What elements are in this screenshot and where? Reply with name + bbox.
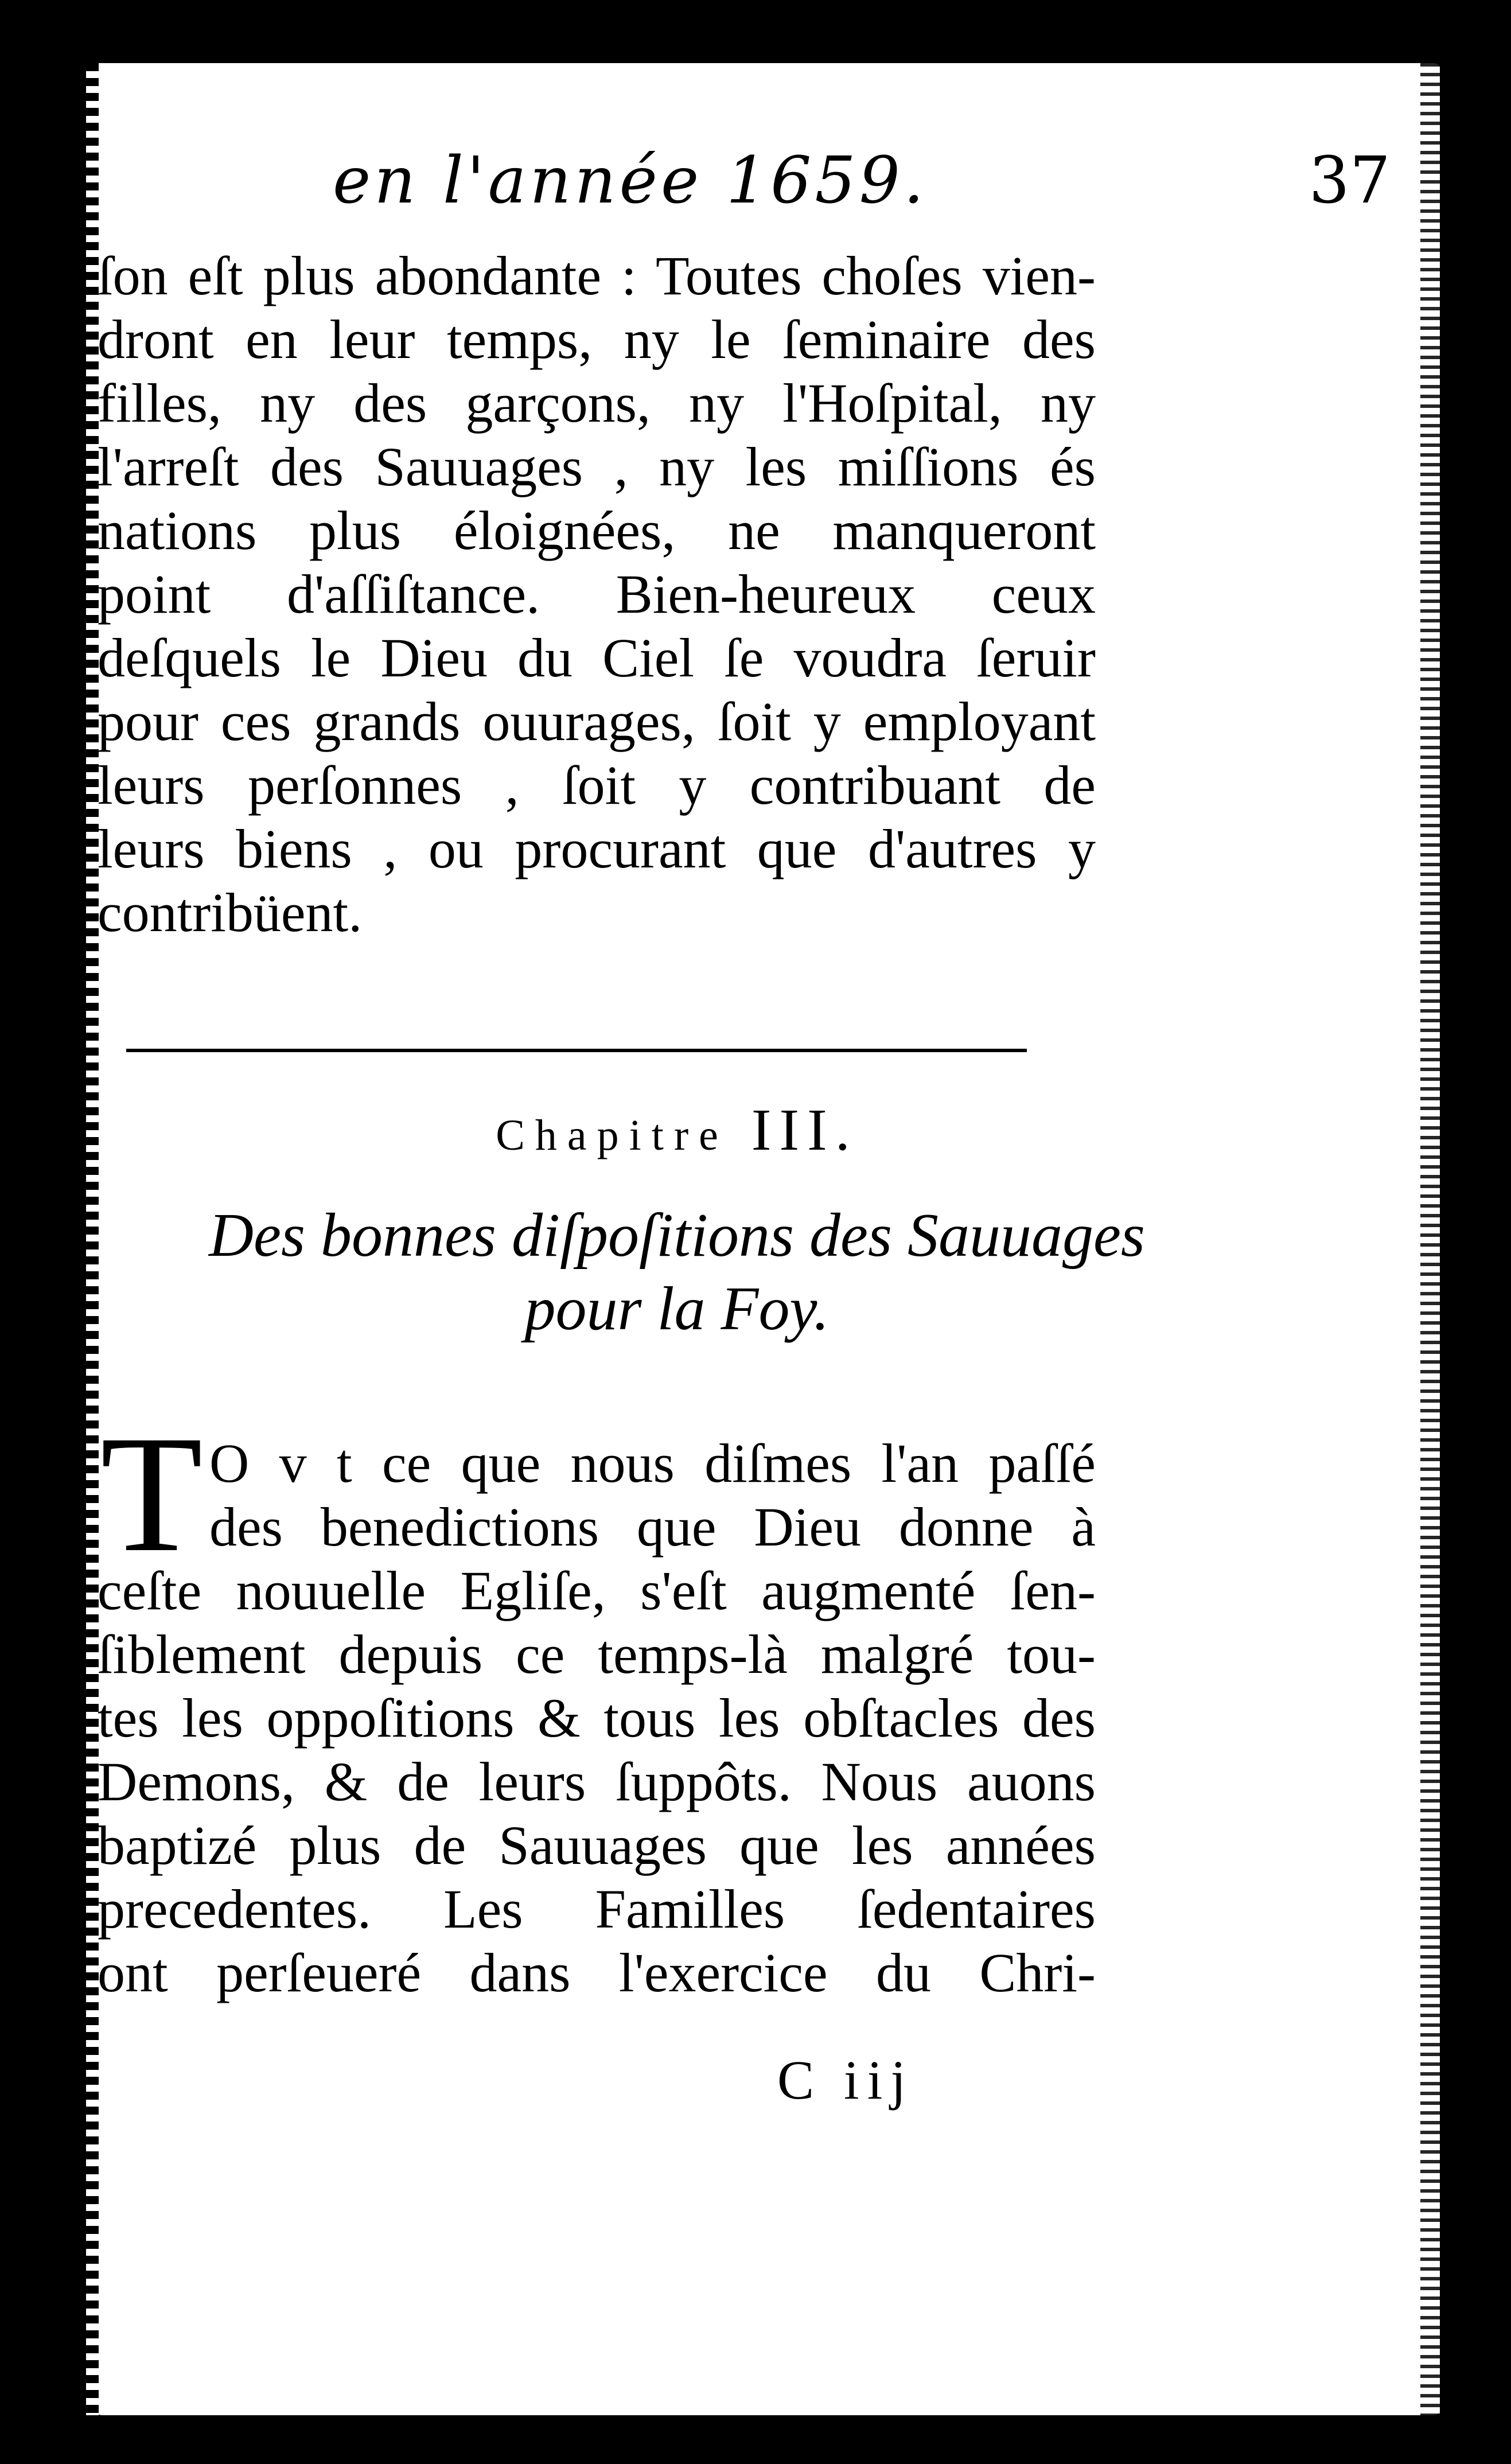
text-line: O v t ce que nous diſmes l'an paſſé: [209, 1433, 1096, 1494]
text-line: ſon eſt plus abondante : Toutes choſes vien-: [98, 245, 1096, 306]
paragraph-two: [98, 1431, 1096, 2004]
text-line: leurs perſonnes , ſoit y contribuant de: [98, 754, 1096, 816]
text-line: tes les oppoſitions & tous les obſtacles des: [98, 1687, 1096, 1749]
text-line: baptizé plus de Sauuages que les années: [98, 1815, 1096, 1876]
chapter-title-line: Des bonnes diſpoſitions des Sauuages: [209, 1201, 1145, 1270]
text-line: filles, ny des garçons, ny l'Hoſpital, ny: [98, 372, 1096, 434]
chapter-title: [0, 1199, 1354, 1346]
text-line: precedentes. Les Familles ſedentaires: [98, 1878, 1096, 1940]
text-line: dront en leur temps, ny le ſeminaire des: [98, 309, 1096, 370]
chapter-numeral: III.: [751, 1097, 858, 1163]
drop-cap: T: [100, 1402, 203, 1587]
chapter-title-line: pour la Foy.: [524, 1275, 830, 1343]
text-line: leurs biens , ou procurant que d'autres y: [98, 818, 1096, 879]
page-edge-right: [1420, 63, 1440, 2415]
signature-mark: C iij: [777, 2049, 914, 2111]
chapter-divider-rule: [126, 1049, 1027, 1052]
text-line: ceſte nouuelle Egliſe, s'eſt augmenté ſen-: [98, 1560, 1096, 1621]
text-line: nations plus éloignées, ne manqueront: [98, 500, 1096, 561]
text-line: ſiblement depuis ce temps-là malgré tou-: [98, 1624, 1096, 1685]
text-line: Demons, & de leurs ſuppôts. Nous auons: [98, 1751, 1096, 1812]
chapter-label: Chapitre: [496, 1111, 729, 1159]
text-line: point d'aſſiſtance. Bien-heureux ceux: [98, 563, 1096, 625]
text-line: l'arreſt des Sauuages , ny les miſſions és: [98, 436, 1096, 497]
text-line: deſquels le Dieu du Ciel ſe voudra ſeruir: [98, 627, 1096, 688]
running-head: en l'année 1659.: [333, 143, 928, 218]
text-line: ont perſeueré dans l'exercice du Chri-: [98, 1942, 1096, 2003]
chapter-heading: [0, 1096, 1354, 1164]
paragraph-one: [98, 244, 1096, 944]
text-line: contribüent.: [98, 882, 363, 943]
page-number: 37: [1309, 143, 1391, 218]
text-line: des benedictions que Dieu donne à: [209, 1496, 1096, 1558]
text-line: pour ces grands ouurages, ſoit y employant: [98, 691, 1096, 752]
